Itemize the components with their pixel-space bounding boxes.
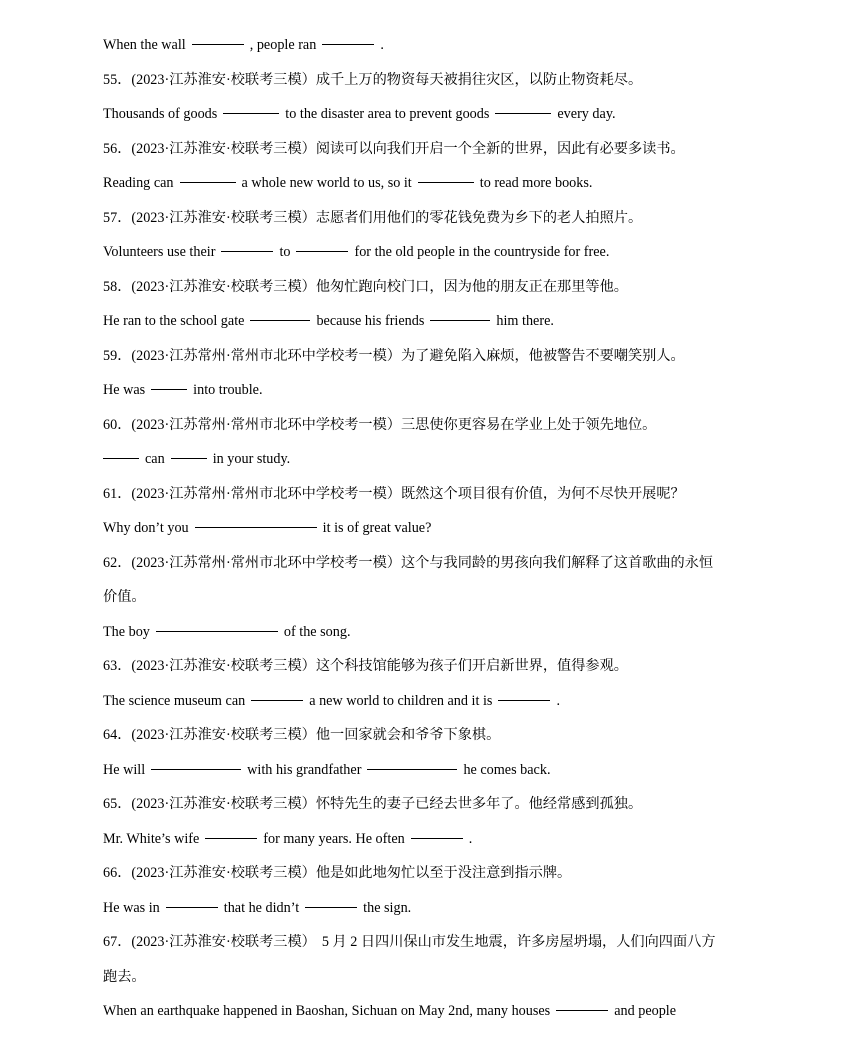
question-number: 60． [103,416,132,433]
answer-line-61 [103,511,783,546]
question-chinese: 既然这个项目很有价值，为何不尽快开展呢？ [400,485,685,502]
question-chinese: 跑去。 [103,968,146,985]
answer-line-66 [103,891,783,926]
answer-text: to the disaster area to prevent goods [285,106,490,122]
question-number: 67． [103,934,132,950]
question-source: (2023·江苏淮安·校联考三模） [131,865,316,881]
answer-blank[interactable] [430,319,490,321]
answer-line-63 [103,684,783,719]
answer-text: into trouble. [193,382,263,398]
answer-text: it is of great value? [322,520,432,536]
question-number: 64． [103,727,132,743]
answer-blank[interactable] [367,768,457,770]
question-number: 63． [103,658,132,674]
answer-text: . [468,830,473,847]
answer-blank[interactable] [495,112,551,114]
answer-text: He was [103,382,146,398]
answer-line-62 [103,615,783,650]
answer-text: He ran to the school gate [103,313,245,329]
answer-blank[interactable] [180,181,236,183]
question-number: 58． [103,278,132,295]
question-chinese: 为了避免陷入麻烦，他被警告不要嘲笑别人。 [400,347,685,364]
question-chinese: 5 月 2 日四川保山市发生地震，许多房屋坍塌，人们向四面八方 [321,934,716,950]
answer-text: Thousands of goods [103,106,218,122]
question-56 [103,132,783,167]
question-61 [103,477,783,512]
answer-text: When an earthquake happened in Baoshan, Sichuan on May 2nd, many houses [103,1003,551,1019]
question-chinese: 价值。 [103,589,146,605]
question-63 [103,649,783,684]
question-chinese: 三思使你更容易在学业上处于领先地位。 [400,416,657,433]
answer-blank[interactable] [296,250,348,252]
answer-text: to [279,244,291,260]
answer-blank[interactable] [195,526,317,528]
answer-blank[interactable] [171,457,207,459]
answer-blank[interactable] [103,457,139,459]
answer-text: Why don’t you [103,520,189,536]
answer-text: Volunteers use their [103,244,216,260]
answer-blank[interactable] [498,699,550,701]
question-source: (2023·江苏淮安·校联考三模） [131,658,316,674]
question-chinese: 怀特先生的妻子已经去世多年了。他经常感到孤独。 [315,796,643,812]
answer-text: He will [103,761,146,778]
answer-text: of the song. [283,623,351,640]
worksheet-page [103,28,783,1029]
answer-text: Reading can [103,175,174,191]
answer-text: When the wall [103,37,186,53]
question-chinese: 他是如此地匆忙以至于没注意到指示牌。 [315,865,572,881]
answer-blank[interactable] [223,112,279,114]
answer-blank[interactable] [250,319,310,321]
answer-text: in your study. [212,451,291,467]
answer-blank[interactable] [556,1009,608,1011]
question-55 [103,63,783,98]
answer-line-54 [103,28,783,63]
answer-text: because his friends [316,313,425,329]
question-chinese: 阅读可以向我们开启一个全新的世界，因此有必要多读书。 [315,140,685,157]
question-number: 57． [103,209,132,226]
question-chinese: 这个与我同龄的男孩向我们解释了这首歌曲的永恒 [400,554,714,571]
question-number: 62． [103,554,132,571]
question-source: (2023·江苏淮安·校联考三模） [131,727,316,743]
question-source: (2023·江苏淮安·校联考三模） [131,796,316,812]
answer-blank[interactable] [418,181,474,183]
question-chinese: 这个科技馆能够为孩子们开启新世界，值得参观。 [315,658,628,674]
answer-text: and people [614,1003,677,1019]
answer-line-57 [103,235,783,270]
question-number: 66． [103,865,132,881]
answer-blank[interactable] [166,906,218,908]
question-chinese: 他匆忙跑向校门口，因为他的朋友正在那里等他。 [315,278,628,295]
question-67-continued [103,960,783,995]
question-source: (2023·江苏淮安·校联考三模） [131,71,316,88]
answer-text: a whole new world to us, so it [241,175,412,191]
question-60 [103,408,783,443]
question-source: (2023·江苏淮安·校联考三模） [131,934,316,950]
question-chinese: 他一回家就会和爷爷下象棋。 [315,727,501,743]
answer-blank[interactable] [192,43,244,45]
question-67 [103,925,783,960]
question-number: 65． [103,796,132,812]
answer-line-64 [103,753,783,788]
answer-text: with his grandfather [247,761,362,778]
answer-line-56 [103,166,783,201]
question-62 [103,546,783,581]
question-source: (2023·江苏淮安·校联考三模） [131,140,316,157]
question-58 [103,270,783,305]
answer-blank[interactable] [411,837,463,839]
question-number: 56． [103,140,132,157]
answer-line-59 [103,373,783,408]
answer-line-65 [103,822,783,857]
answer-text: to read more books. [479,175,593,191]
answer-text: he comes back. [463,761,551,778]
answer-blank[interactable] [251,699,303,701]
answer-blank[interactable] [322,43,374,45]
answer-blank[interactable] [156,630,278,632]
answer-text: that he didn’t [223,899,300,916]
question-source: (2023·江苏常州·常州市北环中学校考一模） [131,347,401,364]
answer-line-58 [103,304,783,339]
answer-blank[interactable] [305,906,357,908]
question-chinese: 志愿者们用他们的零花钱免费为乡下的老人拍照片。 [315,209,643,226]
answer-text: The science museum can [103,692,246,709]
answer-blank[interactable] [205,837,257,839]
answer-text: the sign. [363,899,412,916]
answer-text: for many years. He often [263,830,405,847]
question-number: 59． [103,347,132,364]
answer-text: Mr. White’s wife [103,830,200,847]
answer-text: . [556,692,560,709]
question-source: (2023·江苏常州·常州市北环中学校考一模） [131,485,401,502]
question-65 [103,787,783,822]
answer-text: He was in [103,899,160,916]
answer-text: can [145,451,165,467]
answer-text: The boy [103,623,150,640]
answer-line-55 [103,97,783,132]
answer-text: , people ran [249,37,317,53]
question-number: 55． [103,71,132,88]
answer-blank[interactable] [151,388,187,390]
question-66 [103,856,783,891]
answer-text: him there. [496,313,554,329]
answer-text: a new world to children and it is [309,692,493,709]
question-source: (2023·江苏淮安·校联考三模） [131,209,316,226]
question-chinese: 成千上万的物资每天被捐往灾区，以防止物资耗尽。 [315,71,643,88]
question-number: 61． [103,485,132,502]
question-64 [103,718,783,753]
question-source: (2023·江苏淮安·校联考三模） [131,278,316,295]
answer-text: . [380,37,384,53]
question-62-continued [103,580,783,615]
question-59 [103,339,783,374]
answer-blank[interactable] [221,250,273,252]
answer-line-67 [103,994,783,1029]
question-57 [103,201,783,236]
answer-text: for the old people in the countryside for free. [354,244,610,260]
question-source: (2023·江苏常州·常州市北环中学校考一模） [131,416,401,433]
answer-blank[interactable] [151,768,241,770]
question-source: (2023·江苏常州·常州市北环中学校考一模） [131,554,401,571]
answer-text: every day. [557,106,616,122]
answer-line-60 [103,442,783,477]
